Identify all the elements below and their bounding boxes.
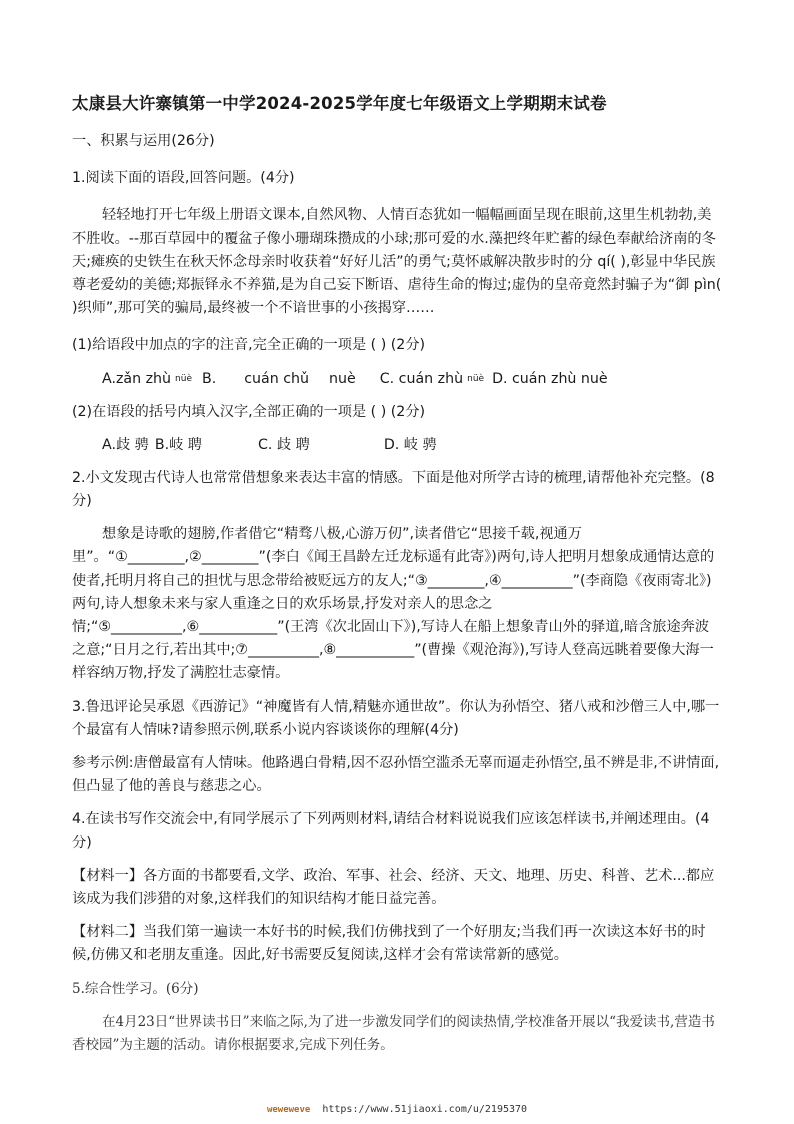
question-3-prompt: 3.鲁迅评论吴承恩《西游记》“神魔皆有人情,精魅亦通世故”。你认为孙悟空、猪八戒和沙僧三人中,哪一个最富有人情味?请参照示例,联系小说内容谈谈你的理解(4分) bbox=[72, 698, 720, 738]
question-1-prompt: 1.阅读下面的语段,回答问题。(4分) bbox=[72, 170, 295, 187]
option-b-tail: nuè bbox=[329, 370, 356, 387]
question-1-sub2-options bbox=[72, 434, 722, 457]
option-a: A.zǎn zhù bbox=[102, 370, 172, 387]
site-logo: weweweve bbox=[266, 1105, 311, 1115]
question-2-prompt: 2.小文发现古代诗人也常常借想象来表达丰富的情感。下面是他对所学古诗的梳理,请帮他补充完整。(8分) bbox=[72, 469, 715, 510]
option-a-tail: nüè bbox=[175, 373, 192, 384]
option-b: B.岐 聘 bbox=[154, 436, 202, 453]
option-b-text: cuán chǔ bbox=[244, 370, 310, 387]
question-1-sub1-options bbox=[72, 368, 722, 391]
question-1-sub1: (1)给语段中加点的字的注音,完全正确的一项是 ( ) (2分) bbox=[72, 337, 426, 354]
option-c: C. cuán zhù bbox=[379, 370, 464, 387]
section-heading: 一、积累与运用(26分) bbox=[72, 133, 215, 149]
option-b: B. bbox=[202, 370, 217, 387]
question-5-prompt: 5.综合性学习。(6分) bbox=[72, 980, 199, 997]
option-d: D. cuán zhù nuè bbox=[492, 370, 608, 387]
question-2-passage: 想象是诗歌的翅膀,作者借它“精骛八极,心游万仞”,读者借它“思接千载,视通万里”。“①________,②________”(李白《闻王昌龄左迁龙标遥有此寄》)两句,诗人把明月想象成通情达意的使者,托明月将自己的担忧与思念带给被贬远方的友人;“③________,④__________”(李商隐《夜雨寄北》)两句,诗人想象未来与家人重逢之日的欢乐场景,抒发对亲人的思念之情;“⑤__________,⑥___________”(王湾《次北固山下》),写诗人在船上想象青山外的驿道,暗含旅途奔波之意;“日月之行,若出其中;⑦__________,⑧___________”(曹操《观沧海》),写诗人登高远眺着要像大海一样容纳万物,抒发了满腔壮志豪情。 bbox=[72, 526, 715, 682]
question-1-passage: 轻轻地打开七年级上册语文课本,自然风物、人情百态犹如一幅幅画面呈现在眼前,这里生机勃勃,美不胜收。--那百草园中的覆盆子像小珊瑚珠攒成的小球;那可爱的水.藻把终年贮蓄的绿色奉献给济南的冬天;瘫痪的史铁生在秋天怀念母亲时收获着“好好儿活”的勇气;莫怀戚解决散步时的分 qí( ),彰显中华民族尊老爱幼的美德;郑振铎永不养猫,是为自己妄下断语、虐待生命的悔过;虚伪的皇帝竟然封骗子为“御 pìn( )织师”,那可笑的骗局,最终被一个不谙世事的小孩揭穿…… bbox=[72, 207, 722, 317]
exam-page bbox=[72, 92, 722, 1057]
question-4-prompt: 4.在读书写作交流会中,有同学展示了下列两则材料,请结合材料说说我们应该怎样读书,并阐述理由。(4分) bbox=[72, 811, 710, 851]
footer-url[interactable]: https://www.51jiaoxi.com/u/2195370 bbox=[322, 1104, 528, 1115]
question-3-example: 参考示例:唐僧最富有人情味。他路遇白骨精,因不忍孙悟空滥杀无辜而逼走孙悟空,虽不辨是非,不讲情面,但凸显了他的善良与慈悲之心。 bbox=[72, 755, 720, 795]
exam-title: 太康县大许寨镇第一中学2024-2025学年度七年级语文上学期期末试卷 bbox=[72, 94, 607, 113]
option-c: C. 歧 聘 bbox=[258, 436, 310, 453]
option-d: D. 岐 骋 bbox=[383, 436, 437, 453]
option-a: A.歧 骋 bbox=[102, 436, 149, 453]
material-2: 【材料二】当我们第一遍读一本好书的时候,我们仿佛找到了一个好朋友;当我们再一次读这本好书的时候,仿佛又和老朋友重逢。因此,好书需要反复阅读,这样才会有常读常新的感觉。 bbox=[72, 924, 706, 964]
page-footer bbox=[0, 1104, 794, 1115]
option-c-tail: nüè bbox=[467, 373, 485, 384]
material-1: 【材料一】各方面的书都要看,文学、政治、军事、社会、经济、天文、地理、历史、科普、艺术...都应该成为我们涉猎的对象,这样我们的知识结构才能日益完善。 bbox=[72, 867, 715, 908]
question-5-passage: 在4月23日“世界读书日”来临之际,为了进一步激发同学们的阅读热情,学校准备开展以“我爱读书,营造书香校园”为主题的活动。请你根据要求,完成下列任务。 bbox=[72, 1013, 715, 1054]
question-1-sub2: (2)在语段的括号内填入汉字,全部正确的一项是 ( ) (2分) bbox=[72, 403, 426, 420]
